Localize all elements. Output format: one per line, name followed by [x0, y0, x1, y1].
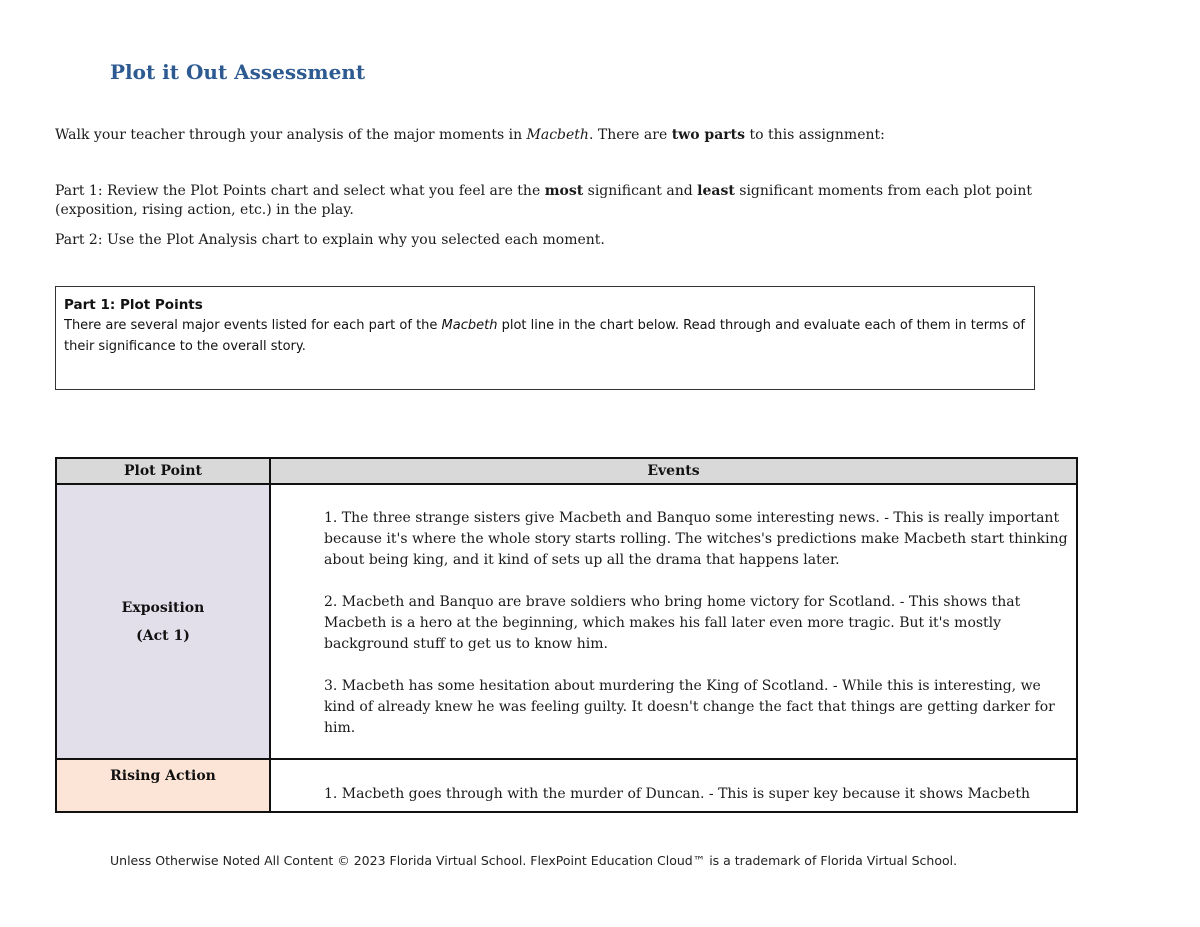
part1-least: least — [697, 183, 735, 199]
callout-text — [64, 315, 1026, 357]
part1-text: Part 1: Review the Plot Points chart and select what you feel are the — [55, 183, 545, 199]
part1-most: most — [544, 183, 584, 199]
events-cell — [270, 484, 1077, 759]
plot-point-exposition — [56, 484, 270, 759]
plot-point-act: (Act 1) — [136, 627, 190, 644]
callout-title: Part 1: Plot Points — [64, 297, 203, 313]
plot-point-rising-action: Rising Action — [56, 759, 270, 812]
plot-points-table — [55, 457, 1078, 813]
table-row — [56, 484, 1077, 759]
header-events: Events — [270, 458, 1077, 484]
part2-instructions: Part 2: Use the Plot Analysis chart to explain why you selected each moment. — [55, 232, 605, 248]
plot-points-callout — [55, 286, 1035, 390]
event-item: 3. Macbeth has some hesitation about murdering the King of Scotland. - While this is interesting, we kind of already knew he was feeling guilty. It doesn't change the fact that things are getting darker for him. — [324, 678, 1055, 736]
intro-text: Walk your teacher through your analysis of the major moments in — [55, 127, 527, 143]
callout-text-a: There are several major events listed for each part of the — [64, 318, 442, 333]
callout-work-title: Macbeth — [441, 318, 498, 333]
part1-text-mid: significant and — [583, 183, 698, 199]
intro-work-title: Macbeth — [526, 127, 589, 143]
part1-text-end: significant moments from each plot point (exposition, rising action, etc.) in the play. — [55, 183, 1032, 218]
intro-paragraph — [55, 126, 1075, 145]
intro-text-end: to this assignment: — [745, 127, 885, 143]
intro-text-mid: . There are — [588, 127, 672, 143]
event-item: 1. The three strange sisters give Macbeth and Banquo some interesting news. - This is really important because it's where the whole story starts rolling. The witches's predictions make Macbeth start thinking about being king, and it kind of sets up all the drama that happens later. — [324, 510, 1068, 568]
header-plot-point: Plot Point — [56, 458, 270, 484]
table-header-row — [56, 458, 1077, 484]
event-item: 1. Macbeth goes through with the murder of Duncan. - This is super key because it shows Macbeth — [324, 786, 1030, 802]
plot-point-label: Exposition — [121, 599, 205, 616]
copyright-footer: Unless Otherwise Noted All Content © 2023 Florida Virtual School. FlexPoint Education Cloud™ is a trademark of Florida Virtual School. — [110, 853, 958, 868]
event-item: 2. Macbeth and Banquo are brave soldiers who bring home victory for Scotland. - This shows that Macbeth is a hero at the beginning, which makes his fall later even more tragic. But it's mostly background stuff to get us to know him. — [324, 594, 1021, 652]
intro-emphasis: two parts — [671, 127, 746, 143]
page-title: Plot it Out Assessment — [110, 60, 366, 84]
callout-text-b: plot line in the chart below. Read through and evaluate each of them in terms of their significance to the overall story. — [64, 318, 1026, 354]
table-row — [56, 759, 1077, 812]
events-cell — [270, 759, 1077, 812]
part1-instructions — [55, 182, 1075, 220]
